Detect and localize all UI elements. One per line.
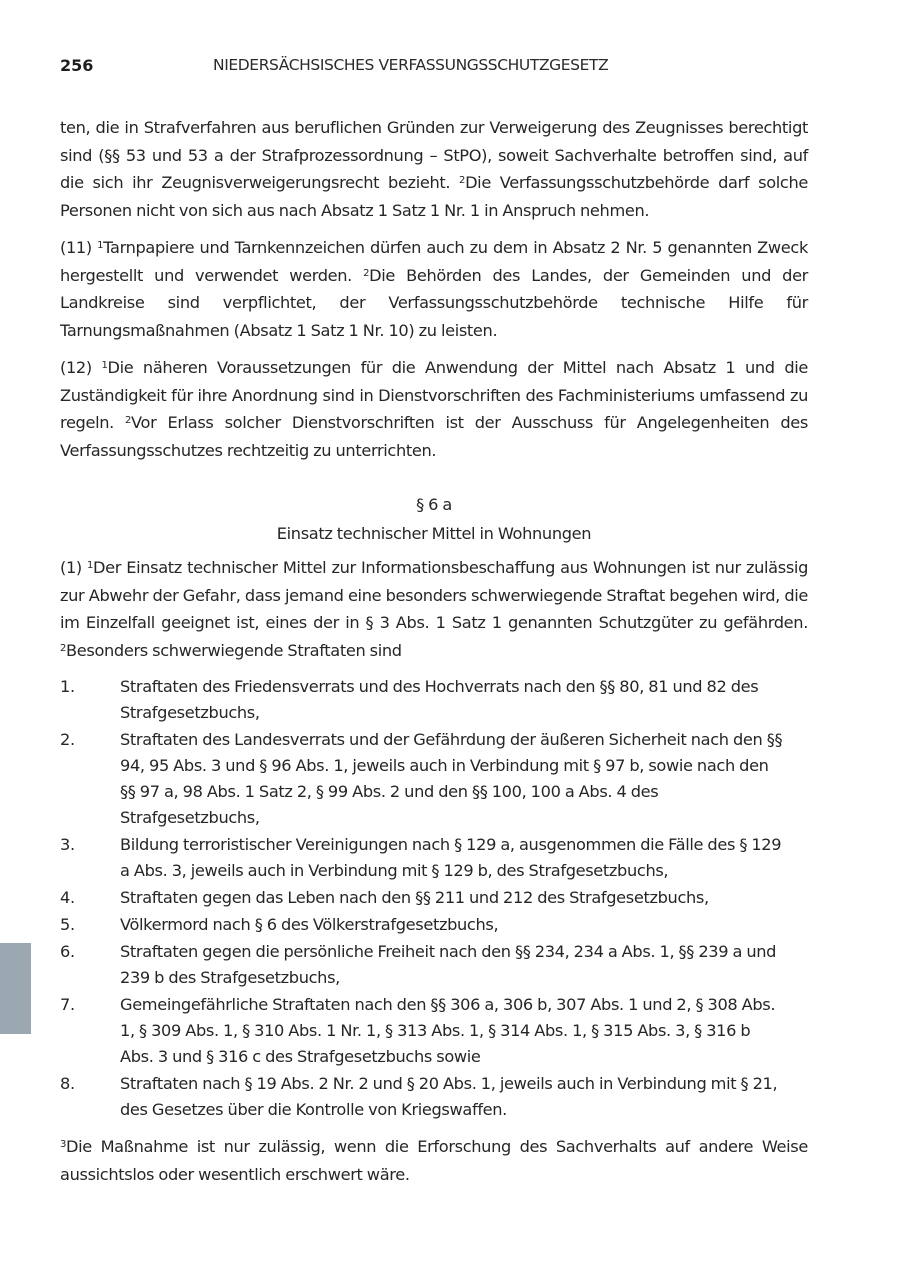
list-item	[60, 939, 808, 991]
chapter-thumb-tab	[0, 943, 31, 1034]
page-body	[60, 114, 808, 1198]
section-title: Einsatz technischer Mittel in Wohnungen	[276, 524, 592, 543]
list-text: Straftaten nach § 19 Abs. 2 Nr. 2 und § 20 Abs. 1, jeweils auch in Verbindung mit § 21, des Gesetzes über die Kontrolle von Kriegswaffen.	[120, 1074, 778, 1119]
list-number: 4.	[60, 888, 75, 907]
list-number: 8.	[60, 1074, 75, 1093]
sentence-number: 1	[87, 560, 94, 571]
sentence-number: 1	[101, 360, 108, 371]
list-item	[60, 832, 808, 884]
list-item	[60, 992, 808, 1070]
offense-list	[60, 674, 808, 1123]
list-text: Gemeingefährliche Straftaten nach den §§ 306 a, 306 b, 307 Abs. 1 und 2, § 308 Abs. 1, § 309 Abs. 1, § 310 Abs. 1 Nr. 1, § 313 Abs. 1, § 314 Abs. 1, § 315 Abs. 3, § 316 b Abs. 3 und § 316 c des Strafgesetzbuchs sowie	[120, 995, 776, 1066]
list-number: 3.	[60, 835, 75, 854]
text-run: (11)	[60, 238, 98, 257]
sentence-number: 2	[125, 415, 132, 426]
list-item	[60, 1071, 808, 1123]
section-intro-paragraph	[60, 554, 808, 664]
text-run: Besonders schwerwiegende Straftaten sind	[66, 640, 402, 660]
text-run: Die Maßnahme ist nur zulässig, wenn die Erforschung des Sachverhalts auf andere Weise aussichtslos oder wesentlich erschwert wäre.	[60, 1137, 808, 1184]
text-run: Tarnpapiere und Tarnkennzeichen dürfen auch zu dem in Absatz 2 Nr. 5 genannten Zweck hergestellt und verwendet werden.	[60, 238, 808, 285]
running-title: NIEDERSÄCHSISCHES VERFASSUNGSSCHUTZGESETZ	[213, 56, 609, 74]
page-header	[60, 56, 820, 80]
text-run: Der Einsatz technischer Mittel zur Informationsbeschaffung aus Wohnungen ist nur zulässig zur Abwehr der Gefahr, dass jemand eine besonders schwerwiegende Straftat begehen wird, die im Einzelfall geeignet ist, eines der in § 3 Abs. 1 Satz 1 genannten Schutzgüter zu gefährden.	[60, 558, 808, 632]
closing-paragraph	[60, 1133, 808, 1188]
section-number: § 6 a	[416, 495, 452, 514]
sentence-number: 2	[459, 175, 466, 186]
list-number: 1.	[60, 677, 75, 696]
list-item	[60, 912, 808, 938]
list-text: Bildung terroristischer Vereinigungen nach § 129 a, ausgenommen die Fälle des § 129 a Abs. 3, jeweils auch in Verbindung mit § 129 b, des Strafgesetzbuchs,	[120, 835, 782, 880]
paragraph-11	[60, 234, 808, 344]
text-run: ten, die in Strafverfahren aus beruflichen Gründen zur Verweigerung des Zeugnisses berechtigt sind (§§ 53 und 53 a der Strafprozessordnung – StPO), soweit Sachverhalte betroffen sind, auf die sich ihr Zeugnisverweigerungsrecht bezieht.	[60, 118, 808, 192]
list-text: Straftaten des Friedensverrats und des Hochverrats nach den §§ 80, 81 und 82 des Strafgesetzbuchs,	[120, 677, 759, 722]
list-text: Völkermord nach § 6 des Völkerstrafgesetzbuchs,	[120, 915, 499, 934]
paragraph-continuation	[60, 114, 808, 224]
list-number: 5.	[60, 915, 75, 934]
list-item	[60, 674, 808, 726]
sentence-number: 1	[97, 240, 104, 251]
paragraph-12	[60, 354, 808, 464]
list-number: 7.	[60, 995, 75, 1014]
list-item	[60, 727, 808, 831]
list-item	[60, 885, 808, 911]
page-number: 256	[60, 56, 94, 75]
text-run: Die Behörden des Landes, der Gemeinden und der Landkreise sind verpflichtet, der Verfassungsschutzbehörde technische Hilfe für Tarnungsmaßnahmen (Absatz 1 Satz 1 Nr. 10) zu leisten.	[60, 265, 808, 340]
text-run: Die Verfassungsschutzbehörde darf solche Personen nicht von sich aus nach Absatz 1 Satz 1 Nr. 1 in Anspruch nehmen.	[60, 173, 808, 220]
section-heading	[60, 490, 808, 548]
list-number: 6.	[60, 942, 75, 961]
text-run: (12)	[60, 358, 102, 377]
list-text: Straftaten gegen die persönliche Freiheit nach den §§ 234, 234 a Abs. 1, §§ 239 a und 239 b des Strafgesetzbuchs,	[120, 942, 777, 987]
text-run: (1)	[60, 558, 88, 577]
list-number: 2.	[60, 730, 75, 749]
sentence-number: 2	[60, 642, 67, 654]
list-text: Straftaten gegen das Leben nach den §§ 211 und 212 des Strafgesetzbuchs,	[120, 888, 709, 907]
text-run: Die näheren Voraussetzungen für die Anwendung der Mittel nach Absatz 1 und die Zuständigkeit für ihre Anordnung sind in Dienstvorschriften des Fachministeriums umfassend zu regeln.	[60, 358, 808, 432]
list-text: Straftaten des Landesverrats und der Gefährdung der äußeren Sicherheit nach den §§ 94, 95 Abs. 3 und § 96 Abs. 1, jeweils auch in Verbindung mit § 97 b, sowie nach den §§ 97 a, 98 Abs. 1 Satz 2, § 99 Abs. 2 und den §§ 100, 100 a Abs. 4 des Strafgesetzbuchs,	[120, 730, 783, 827]
text-run: Vor Erlass solcher Dienstvorschriften ist der Ausschuss für Angelegenheiten des Verfassungsschutzes rechtzeitig zu unterrichten.	[60, 413, 808, 460]
sentence-number: 2	[363, 267, 370, 279]
sentence-number: 3	[60, 1139, 67, 1150]
